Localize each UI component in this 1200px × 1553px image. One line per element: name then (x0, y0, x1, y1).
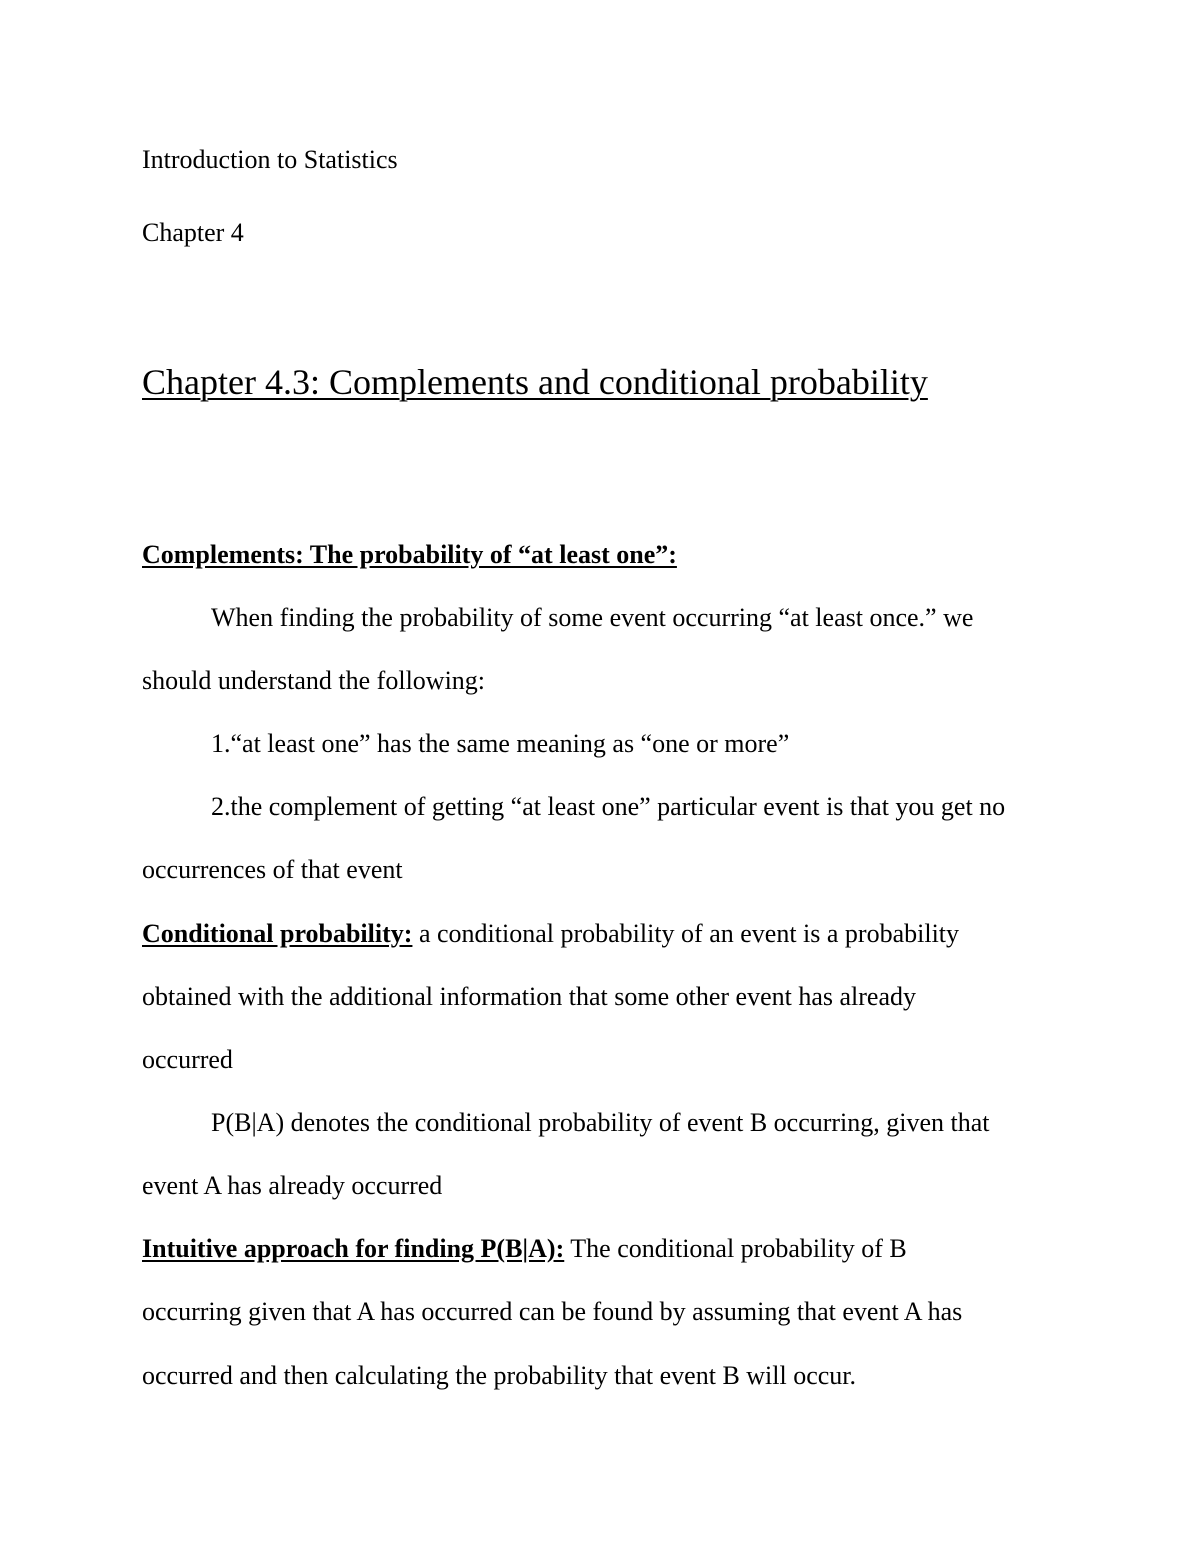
intuitive-paragraph-line-1 (142, 1234, 907, 1264)
chapter-label: Chapter 4 (142, 218, 244, 247)
complements-item-2-line-1: 2.the complement of getting “at least one” particular event is that you get no (211, 792, 1006, 821)
notation-line-1: P(B|A) denotes the conditional probability of event B occurring, given that (211, 1108, 990, 1137)
complements-item-2-line-2: occurrences of that event (142, 855, 403, 884)
section-title: Chapter 4.3: Complements and conditional probability (142, 362, 928, 402)
conditional-text-start: a conditional probability of an event is a probability (412, 919, 960, 948)
intuitive-paragraph-line-3: occurred and then calculating the probability that event B will occur. (142, 1361, 857, 1390)
complements-intro-line-1: When finding the probability of some event occurring “at least once.” we (211, 603, 974, 632)
conditional-paragraph-line-1 (142, 919, 959, 949)
complements-item-1: 1.“at least one” has the same meaning as “one or more” (211, 729, 790, 758)
conditional-paragraph-line-2: obtained with the additional information that some other event has already (142, 982, 916, 1011)
notation-line-2: event A has already occurred (142, 1171, 443, 1200)
conditional-heading: Conditional probability: (142, 919, 413, 948)
complements-intro-line-2: should understand the following: (142, 666, 486, 695)
intuitive-text-start: The conditional probability of B (564, 1234, 907, 1263)
intuitive-heading: Intuitive approach for finding P(B|A): (142, 1234, 565, 1263)
course-title: Introduction to Statistics (142, 145, 398, 174)
conditional-paragraph-line-3: occurred (142, 1045, 233, 1074)
intuitive-paragraph-line-2: occurring given that A has occurred can be found by assuming that event A has (142, 1297, 963, 1326)
complements-heading: Complements: The probability of “at least one”: (142, 540, 677, 569)
